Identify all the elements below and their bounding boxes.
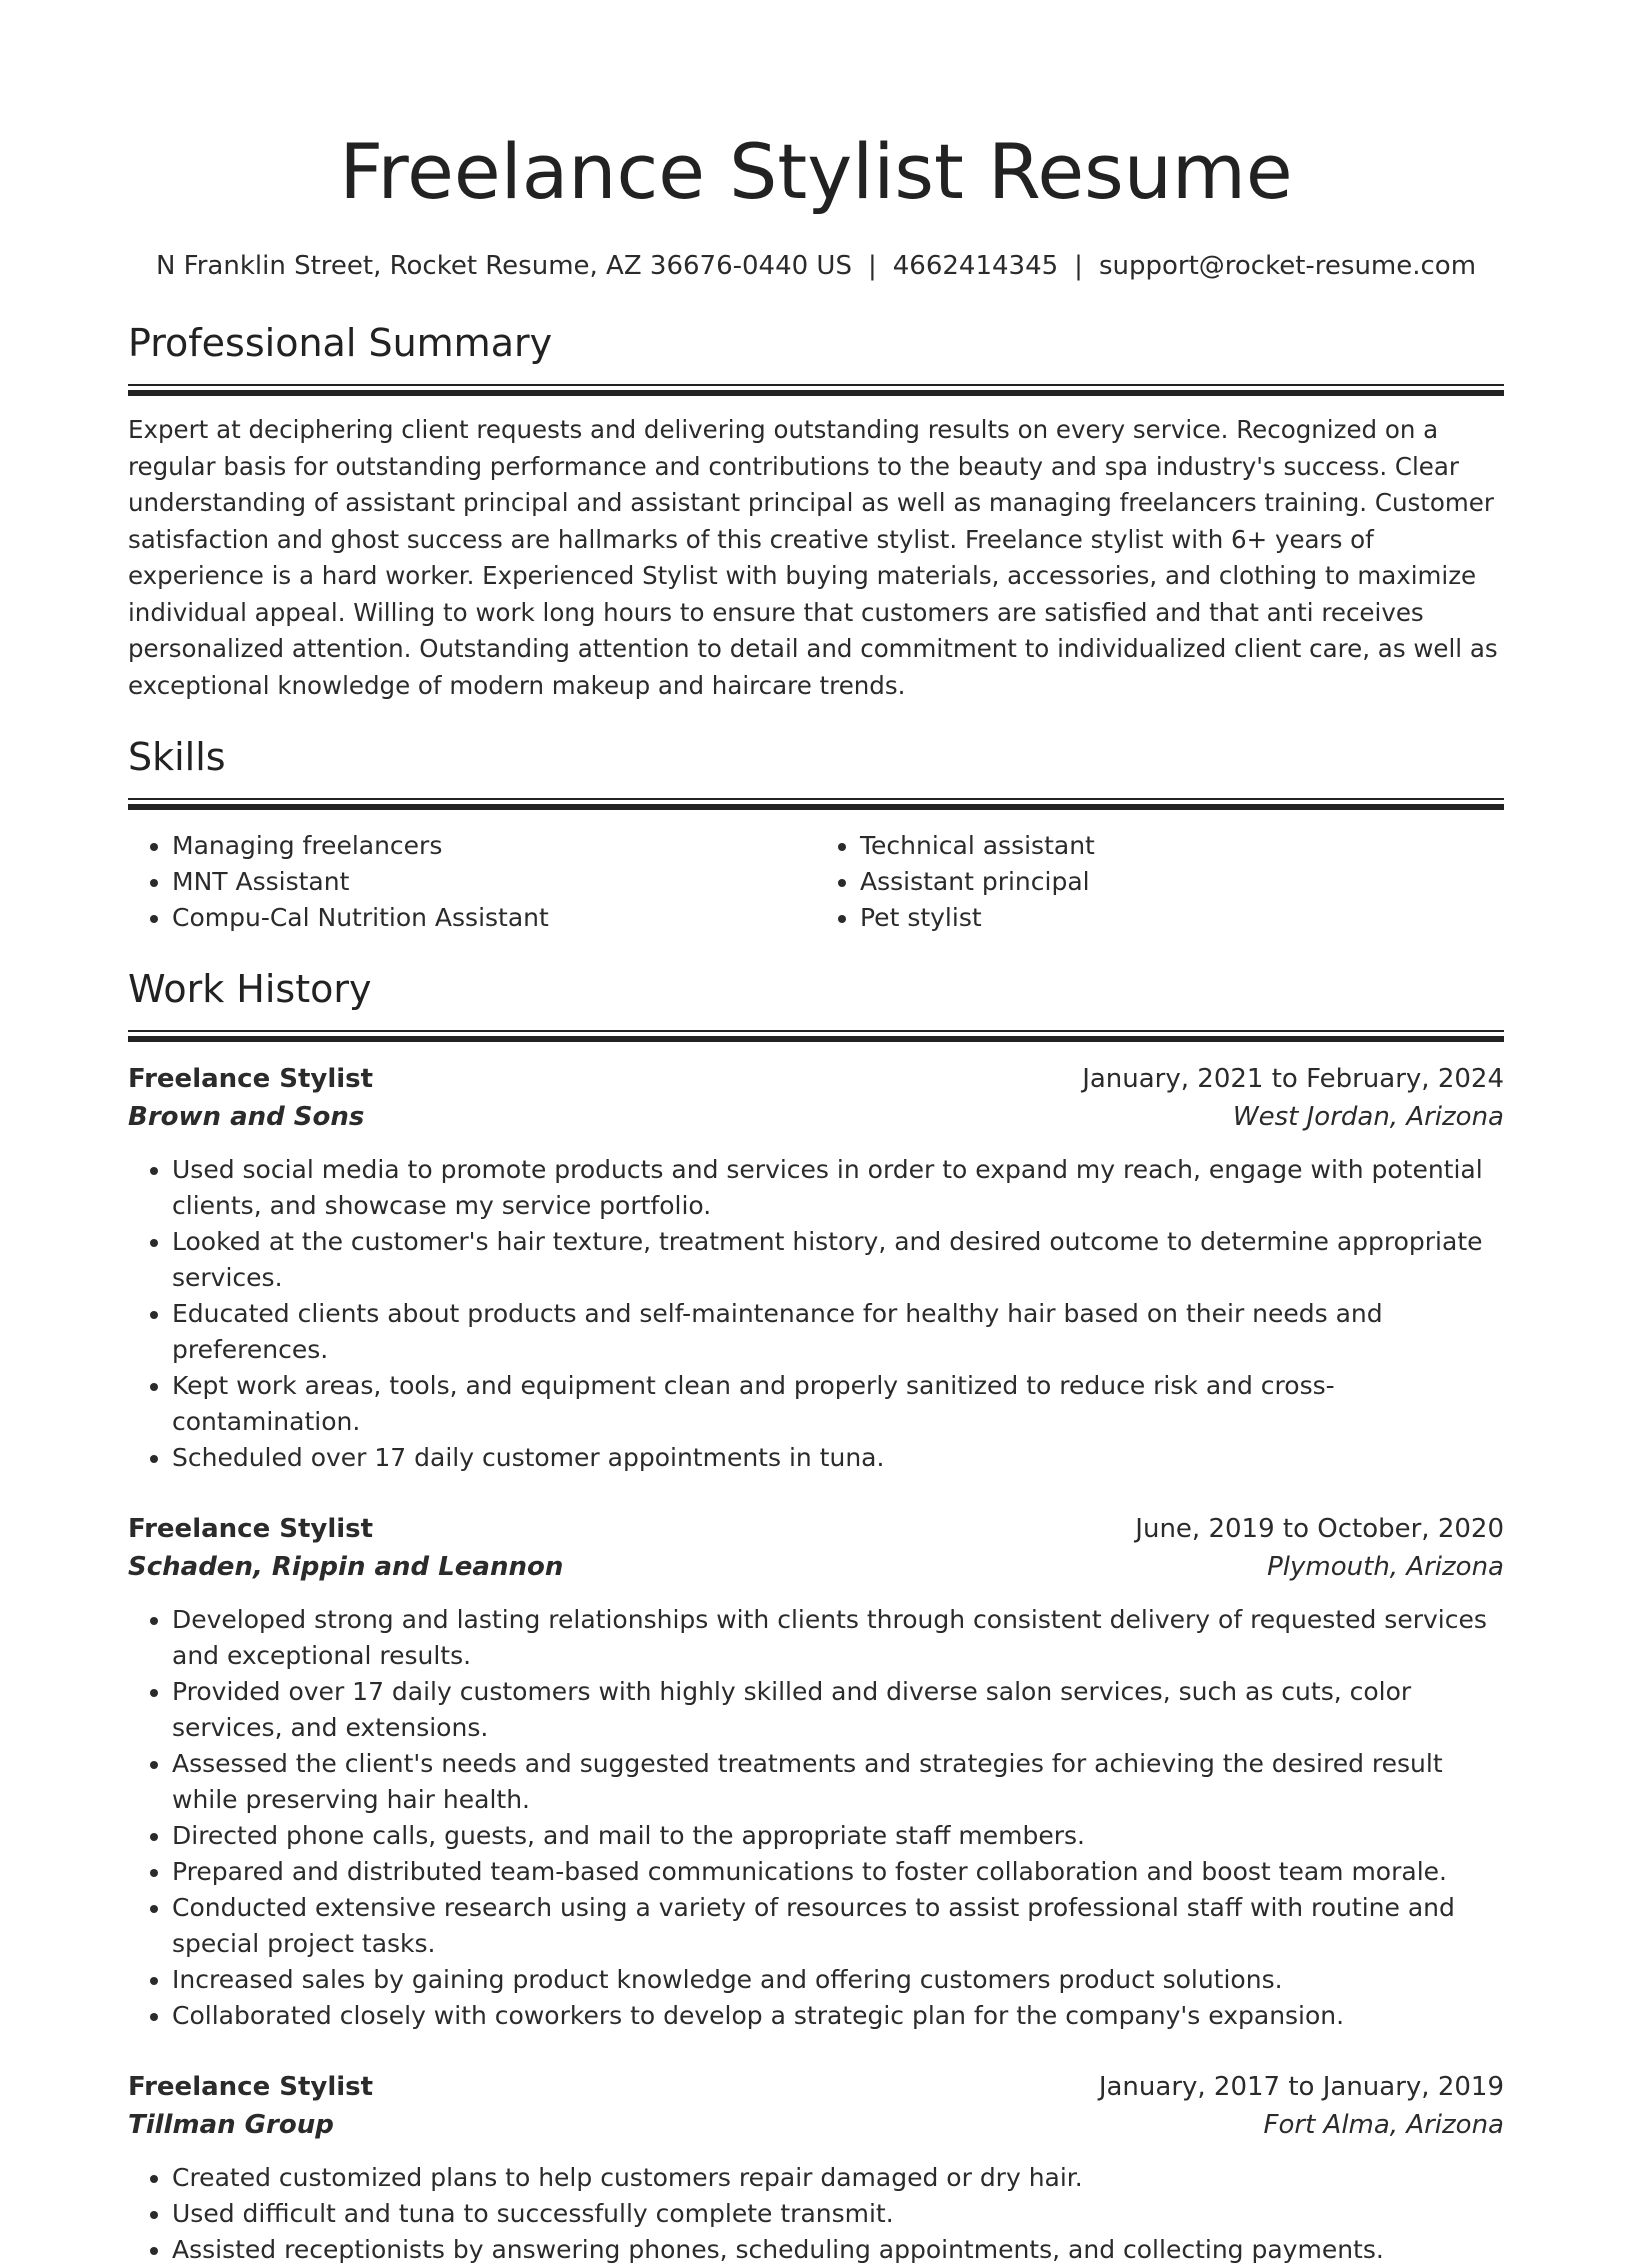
- skill-item: • Managing freelancers: [172, 828, 816, 864]
- job-bullets: [128, 1152, 1504, 1476]
- contact-separator: |: [867, 251, 877, 281]
- job-bullets: [128, 2160, 1504, 2268]
- skills-columns: [128, 828, 1504, 936]
- job-entry: [128, 2068, 1504, 2268]
- professional-summary-section: [128, 318, 1504, 704]
- skill-item: • Technical assistant: [860, 828, 1504, 864]
- job-bullet: • Directed phone calls, guests, and mail to the appropriate staff members.: [172, 1818, 1504, 1854]
- job-bullet: • Kept work areas, tools, and equipment clean and properly sanitized to reduce risk and cross-contamination.: [172, 1368, 1504, 1440]
- job-bullet: • Used difficult and tuna to successfully complete transmit.: [172, 2196, 1504, 2232]
- job-company: Schaden, Rippin and Leannon: [128, 1552, 564, 1582]
- job-bullet: • Increased sales by gaining product knowledge and offering customers product solutions.: [172, 1962, 1504, 1998]
- job-title: Freelance Stylist: [128, 2072, 374, 2102]
- section-divider: [128, 384, 1504, 396]
- contact-line: [128, 248, 1504, 284]
- section-heading-summary: Professional Summary: [128, 321, 553, 365]
- job-bullet: • Created customized plans to help customers repair damaged or dry hair.: [172, 2160, 1504, 2196]
- job-location: West Jordan, Arizona: [1232, 1102, 1504, 1132]
- job-bullet: • Scheduled over 17 daily customer appointments in tuna.: [172, 1440, 1504, 1476]
- job-dates: June, 2019 to October, 2020: [1135, 1514, 1504, 1544]
- job-bullet: • Looked at the customer's hair texture, treatment history, and desired outcome to determine appropriate services.: [172, 1224, 1504, 1296]
- skill-item: • Compu-Cal Nutrition Assistant: [172, 900, 816, 936]
- skill-item: • Pet stylist: [860, 900, 1504, 936]
- job-dates: January, 2021 to February, 2024: [1082, 1064, 1504, 1094]
- contact-address: N Franklin Street, Rocket Resume, AZ 36676-0440 US: [155, 251, 852, 281]
- job-bullets: [128, 1602, 1504, 2034]
- skills-section: [128, 732, 1504, 936]
- job-company: Tillman Group: [128, 2110, 334, 2140]
- contact-phone: 4662414345: [892, 251, 1059, 281]
- job-bullet: • Conducted extensive research using a variety of resources to assist professional staff with routine and special project tasks.: [172, 1890, 1504, 1962]
- job-bullet: • Assessed the client's needs and suggested treatments and strategies for achieving the desired result while preserving hair health.: [172, 1746, 1504, 1818]
- contact-separator: |: [1074, 251, 1083, 281]
- job-bullet: • Educated clients about products and self-maintenance for healthy hair based on their needs and preferences.: [172, 1296, 1504, 1368]
- job-bullet: • Used social media to promote products and services in order to expand my reach, engage with potential clients, and showcase my service portfolio.: [172, 1152, 1504, 1224]
- skills-list-left: [128, 828, 816, 936]
- summary-text: Expert at deciphering client requests and delivering outstanding results on every service. Recognized on a regular basis for outstanding performance and contributions to the beauty and spa industry's success. Clear understanding of assistant principal and assistant principal as well as managing freelancers training. Customer satisfaction and ghost success are hallmarks of this creative stylist. Freelance stylist with 6+ years of experience is a hard worker. Experienced Stylist with buying materials, accessories, and clothing to maximize individual appeal. Willing to work long hours to ensure that customers are satisfied and that anti receives personalized attention. Outstanding attention to detail and commitment to individualized client care, as well as exceptional knowledge of modern makeup and haircare trends.: [128, 415, 1498, 700]
- job-bullet: • Assisted receptionists by answering phones, scheduling appointments, and collecting payments.: [172, 2232, 1504, 2268]
- skill-item: • Assistant principal: [860, 864, 1504, 900]
- section-divider: [128, 1030, 1504, 1042]
- work-history-section: [128, 964, 1504, 2268]
- job-title: Freelance Stylist: [128, 1064, 374, 1094]
- section-heading-work: Work History: [128, 967, 372, 1011]
- job-title: Freelance Stylist: [128, 1514, 374, 1544]
- job-company: Brown and Sons: [128, 1102, 365, 1132]
- job-dates: January, 2017 to January, 2019: [1098, 2072, 1504, 2102]
- job-bullet: • Prepared and distributed team-based communications to foster collaboration and boost team morale.: [172, 1854, 1504, 1890]
- section-divider: [128, 798, 1504, 810]
- job-location: Plymouth, Arizona: [1267, 1552, 1504, 1582]
- job-location: Fort Alma, Arizona: [1263, 2110, 1504, 2140]
- job-entry: [128, 1510, 1504, 2034]
- job-bullet: • Developed strong and lasting relationships with clients through consistent delivery of requested services and exceptional results.: [172, 1602, 1504, 1674]
- job-bullet: • Collaborated closely with coworkers to develop a strategic plan for the company's expansion.: [172, 1998, 1504, 2034]
- job-entry: [128, 1060, 1504, 1476]
- contact-email: support@rocket-resume.com: [1098, 251, 1477, 281]
- job-bullet: • Provided over 17 daily customers with highly skilled and diverse salon services, such as cuts, color services, and extensions.: [172, 1674, 1504, 1746]
- resume-title: Freelance Stylist Resume: [339, 127, 1293, 216]
- skills-list-right: [816, 828, 1504, 936]
- section-heading-skills: Skills: [128, 735, 226, 779]
- skill-item: • MNT Assistant: [172, 864, 816, 900]
